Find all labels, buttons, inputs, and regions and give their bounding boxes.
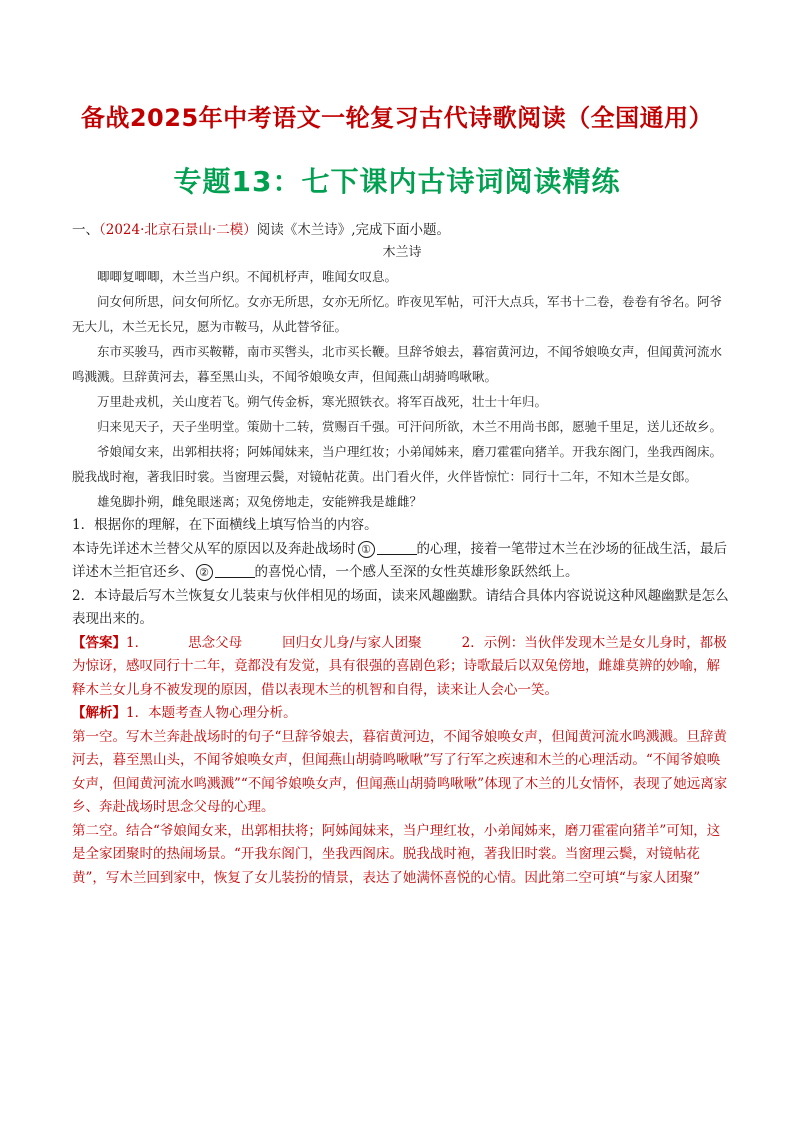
- question-1-stem: 1．根据你的理解，在下面横线上填写恰当的内容。: [72, 517, 378, 533]
- question-source: （2024·北京石景山·二模）: [99, 222, 257, 238]
- poem-paragraph: 问女何所思，问女何所忆。女亦无所思，女亦无所忆。昨夜见军帖，可汗大点兵，军书十二卷，卷卷有爷名。阿爷无大儿，木兰无长兄，愿为市鞍马，从此替爷征。: [72, 294, 723, 334]
- answer-1-number: 1．: [126, 634, 149, 651]
- document-title: 备战2025年中考语文一轮复习古代诗歌阅读（全国通用）: [80, 104, 714, 132]
- question-number: 一、: [72, 222, 99, 238]
- analysis-paragraph-2: 第二空。结合“爷娘闻女来，出郭相扶将；阿姊闻妹来，当户理红妆，小弟闻姊来，磨刀霍霍向猪羊”可知，这是全家团聚时的热闹场景。“开我东阁门，坐我西阁床。脱我战时袍，著我旧时裳。当窗理云鬓，对镜帖花黄”，写木兰回到家中，恢复了女儿装扮的情景，表达了她满怀喜悦的心情。因此第二空可填“与家人团聚”: [72, 822, 721, 886]
- answer-1-part1: 思念父母: [188, 634, 243, 651]
- poem-paragraph: 爷娘闻女来，出郭相扶将；阿姊闻妹来，当户理红妆；小弟闻姊来，磨刀霍霍向猪羊。开我东阁门，坐我西阁床。脱我战时袍，著我旧时裳。当窗理云鬓，对镜帖花黄。出门看火伴，火伴皆惊忙：同行十二年，不知木兰是女郎。: [72, 444, 723, 484]
- answer-blank-1: [377, 540, 417, 555]
- poem-paragraph: 万里赴戎机，关山度若飞。朔气传金柝，寒光照铁衣。将军百战死，壮士十年归。: [97, 394, 548, 409]
- question-1-text: 本诗先详述木兰替父从军的原因以及奔赴战场时: [72, 540, 356, 557]
- answer-block: [72, 632, 732, 703]
- document-subtitle: 专题13：七下课内古诗词阅读精练: [173, 165, 621, 198]
- analysis-tag: 【解析】: [72, 705, 126, 721]
- question-2-stem: 2．本诗最后写木兰恢复女儿装束与伙伴相见的场面，读来风趣幽默。请结合具体内容说说这种风趣幽默是怎么表现出来的。: [72, 587, 729, 627]
- answer-2: 2．示例：当伙伴发现木兰是女儿身时，都极为惊讶，感叹同行十二年，竟都没有发觉，具有很强的喜剧色彩；诗歌最后以双兔傍地，雌雄莫辨的妙喻，解释木兰女儿身不被发现的原因，借以表现木兰的机智和自得，读来让人会心一笑。: [72, 634, 727, 698]
- answer-1-part2: 回归女儿身/与家人团聚: [282, 634, 422, 651]
- blank-marker-1: ①: [358, 541, 375, 558]
- answer-blank-2: [215, 563, 255, 578]
- poem-title: 木兰诗: [382, 245, 422, 260]
- question-instruction: 阅读《木兰诗》,完成下面小题。: [256, 222, 450, 238]
- question-1-body: [72, 538, 732, 585]
- document-body: [72, 218, 732, 890]
- poem-paragraph: 东市买骏马，西市买鞍鞯，南市买辔头，北市买长鞭。旦辞爷娘去，暮宿黄河边，不闻爷娘唤女声，但闻黄河流水鸣溅溅。旦辞黄河去，暮至黑山头，不闻爷娘唤女声，但闻燕山胡骑鸣啾啾。: [72, 344, 723, 384]
- question-1-text: 的心理，接着一笔带过木兰在沙场的征战生活，: [416, 540, 700, 557]
- question-header: [72, 218, 732, 242]
- blank-marker-2: ②: [196, 564, 213, 581]
- poem-paragraph: 归来见天子，天子坐明堂。策勋十二转，赏赐百千强。可汗问所欲，木兰不用尚书郎，愿驰千里足，送儿还故乡。: [97, 419, 723, 434]
- analysis-intro: [72, 702, 732, 726]
- question-1-text: 最后详述木兰拒官还乡、: [72, 540, 727, 580]
- answer-tag: 【答案】: [72, 634, 126, 651]
- question-1-text: 的喜悦心情，一个感人至深的女性英雄形象跃然纸上。: [254, 564, 579, 580]
- analysis-paragraph-1: 第一空。写木兰奔赴战场时的句子“旦辞爷娘去，暮宿黄河边，不闻爷娘唤女声，但闻黄河流水鸣溅溅。旦辞黄河去，暮至黑山头，不闻爷娘唤女声，但闻燕山胡骑鸣啾啾”写了行军之疾速和木兰的心理活动。“不闻爷娘唤女声，但闻黄河流水鸣溅溅”“不闻爷娘唤女声，但闻燕山胡骑鸣啾啾”体现了木兰的儿女情怀，表现了她远离家乡、奔赴战场时思念父母的心理。: [72, 728, 728, 815]
- poem-paragraph: 雄兔脚扑朔，雌兔眼迷离；双兔傍地走，安能辨我是雄雌？: [97, 494, 423, 509]
- analysis-intro-text: 1．本题考查人物心理分析。: [126, 705, 297, 721]
- poem-paragraph: 唧唧复唧唧，木兰当户织。不闻机杼声，唯闻女叹息。: [97, 269, 398, 284]
